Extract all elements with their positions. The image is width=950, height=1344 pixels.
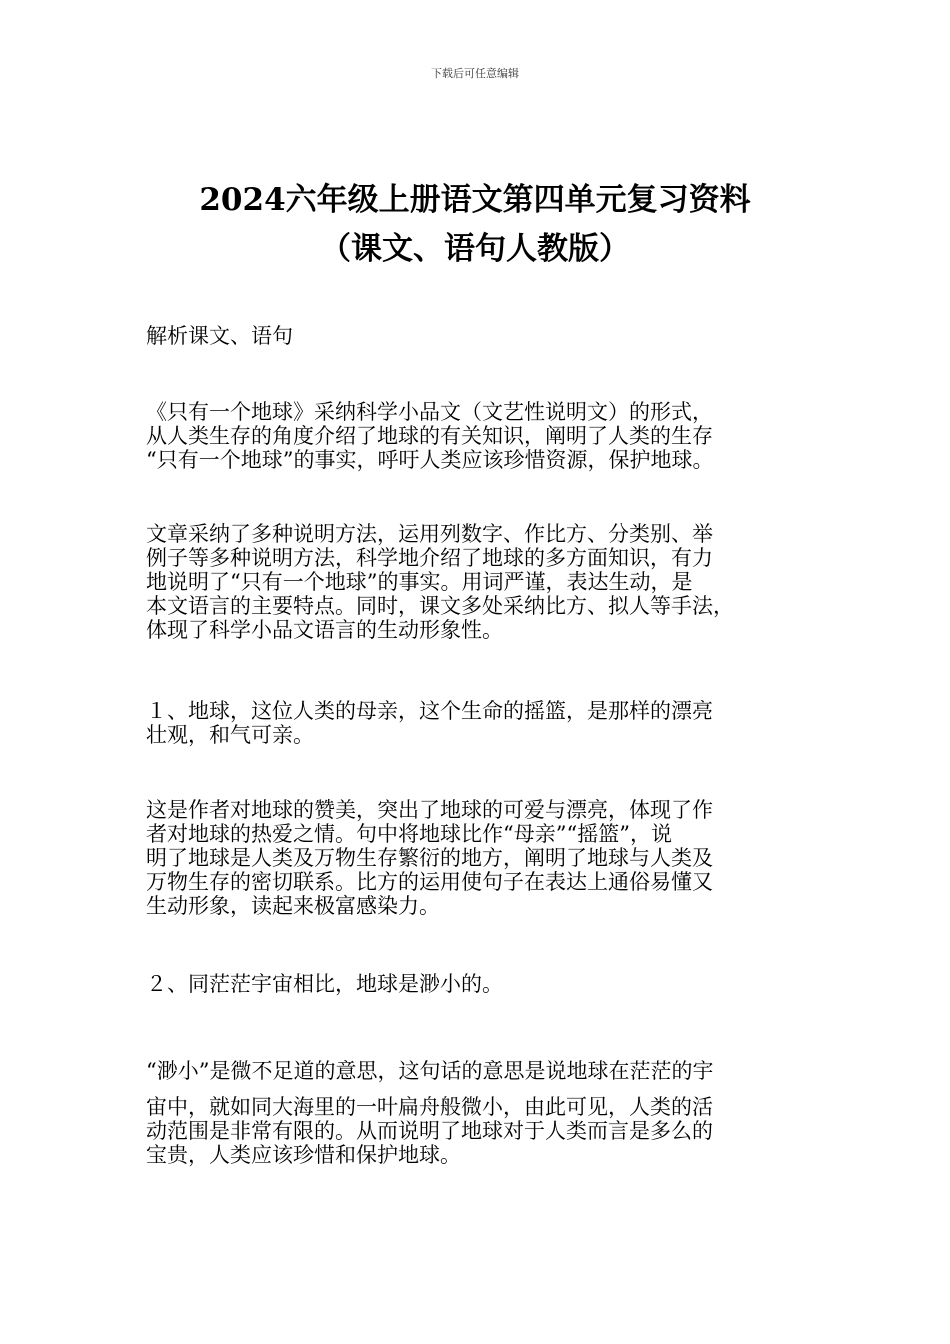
section-heading: 解析课文、语句 xyxy=(146,324,293,348)
paragraph-intro: 《只有一个地球》采纳科学小品文（文艺性说明文）的形式， 从人类生存的角度介绍了地球的有关知识，阐明了人类的生存 “只有一个地球”的事实，呼吁人类应该珍惜资源，保护地球。 xyxy=(146,400,714,472)
sentence-1-analysis: 这是作者对地球的赞美，突出了地球的可爱与漂亮，体现了作 者对地球的热爱之情。句中将地球比作“母亲”“摇篮”，说 明了地球是人类及万物生存繁衍的地方，阐明了地球与人类及 万物生存的密切联系。比方的运用使句子在表达上通俗易懂又 生动形象，读起来极富感染力。 xyxy=(146,798,713,918)
paragraph-methods: 文章采纳了多种说明方法，运用列数字、作比方、分类别、举 例子等多种说明方法，科学地介绍了地球的多方面知识，有力 地说明了“只有一个地球”的事实。用词严谨，表达生动，是 本文语言的主要特点。同时，课文多处采纳比方、拟人等手法， 体现了科学小品文语言的生动形象性。 xyxy=(146,522,734,642)
header-note: 下载后可任意编辑 xyxy=(431,67,519,80)
document-title: 2024六年级上册语文第四单元复习资料 xyxy=(199,182,751,218)
document-subtitle: （课文、语句人教版） xyxy=(320,231,630,267)
sentence-1: １、地球，这位人类的母亲，这个生命的摇篮，是那样的漂亮 壮观，和气可亲。 xyxy=(146,699,713,747)
sentence-2: ２、同茫茫宇宙相比，地球是渺小的。 xyxy=(146,972,503,996)
sentence-2-analysis-line1: “渺小”是微不足道的意思，这句话的意思是说地球在茫茫的宇 xyxy=(146,1059,714,1083)
sentence-2-analysis-rest: 宙中，就如同大海里的一叶扁舟般微小，由此可见，人类的活 动范围是非常有限的。从而说明了地球对于人类而言是多么的 宝贵，人类应该珍惜和保护地球。 xyxy=(146,1095,713,1167)
